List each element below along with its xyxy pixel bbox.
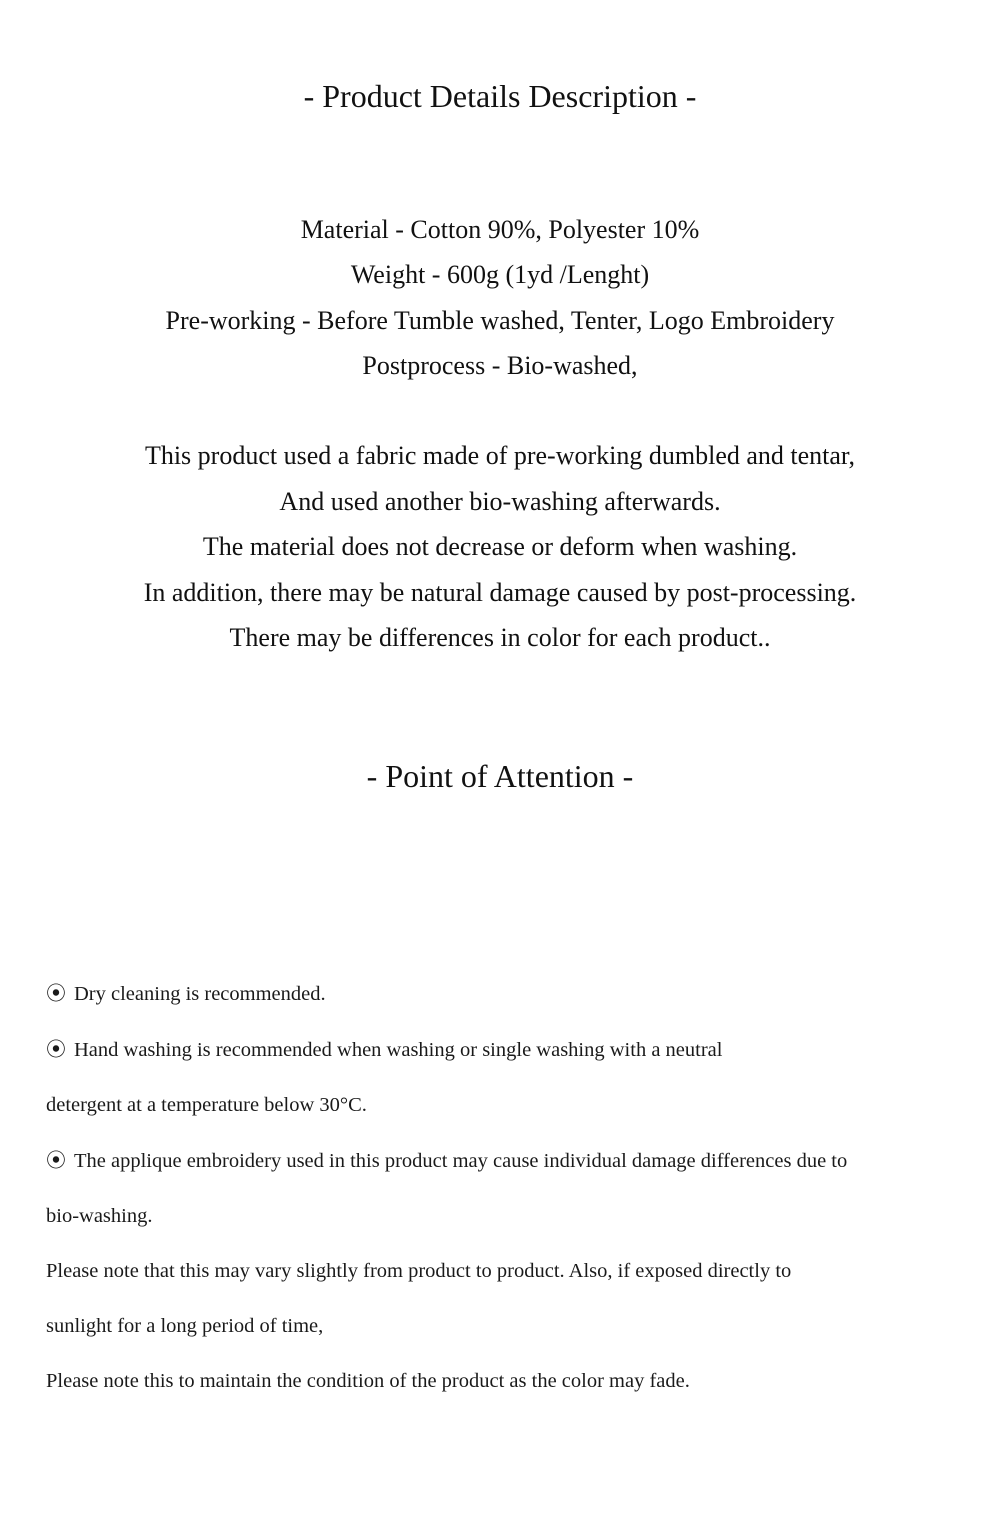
product-description (0, 433, 1000, 661)
attention-line (46, 1354, 946, 1409)
attention-text: Please note that this may vary slightly from product to product. Also, if exposed directly to (46, 1260, 792, 1282)
radio-bullet-icon: ⦿ (46, 1148, 66, 1172)
product-details-title: - Product Details Description - (303, 78, 697, 114)
attention-text: Hand washing is recommended when washing or single washing with a neutral (74, 1039, 723, 1061)
attention-list (46, 966, 946, 1409)
attention-text: sunlight for a long period of time, (46, 1315, 324, 1337)
attention-line (46, 1078, 946, 1133)
attention-line (46, 1133, 946, 1189)
attention-line (46, 1299, 946, 1354)
point-of-attention-title: - Point of Attention - (366, 758, 634, 794)
radio-bullet-icon: ⦿ (46, 1037, 66, 1061)
attention-text: detergent at a temperature below 30°C. (46, 1094, 367, 1116)
spec-weight: Weight - 600g (1yd /Lenght) (350, 260, 650, 290)
radio-bullet-icon: ⦿ (46, 981, 66, 1005)
spec-postprocess: Postprocess - Bio-washed, (362, 350, 638, 380)
spec-material: Material - Cotton 90%, Polyester 10% (300, 215, 700, 244)
attention-text: Please note this to maintain the condition of the product as the color may fade. (46, 1370, 690, 1392)
attention-text: bio-washing. (46, 1205, 153, 1227)
spec-list (0, 207, 1000, 388)
description-line: There may be differences in color for each product.. (229, 623, 771, 652)
attention-line (46, 1189, 946, 1244)
description-line: This product used a fabric made of pre-working dumbled and tentar, (144, 441, 856, 470)
attention-text: The applique embroidery used in this product may cause individual damage differences due to (74, 1150, 848, 1172)
attention-text: Dry cleaning is recommended. (74, 983, 326, 1005)
description-line: The material does not decrease or deform when washing. (202, 532, 798, 561)
attention-line (46, 966, 946, 1022)
description-line: And used another bio-washing afterwards. (279, 486, 721, 516)
spec-pre-working: Pre-working - Before Tumble washed, Tenter, Logo Embroidery (165, 305, 835, 335)
attention-line (46, 1244, 946, 1299)
description-line: In addition, there may be natural damage caused by post-processing. (143, 577, 857, 607)
attention-line (46, 1022, 946, 1078)
